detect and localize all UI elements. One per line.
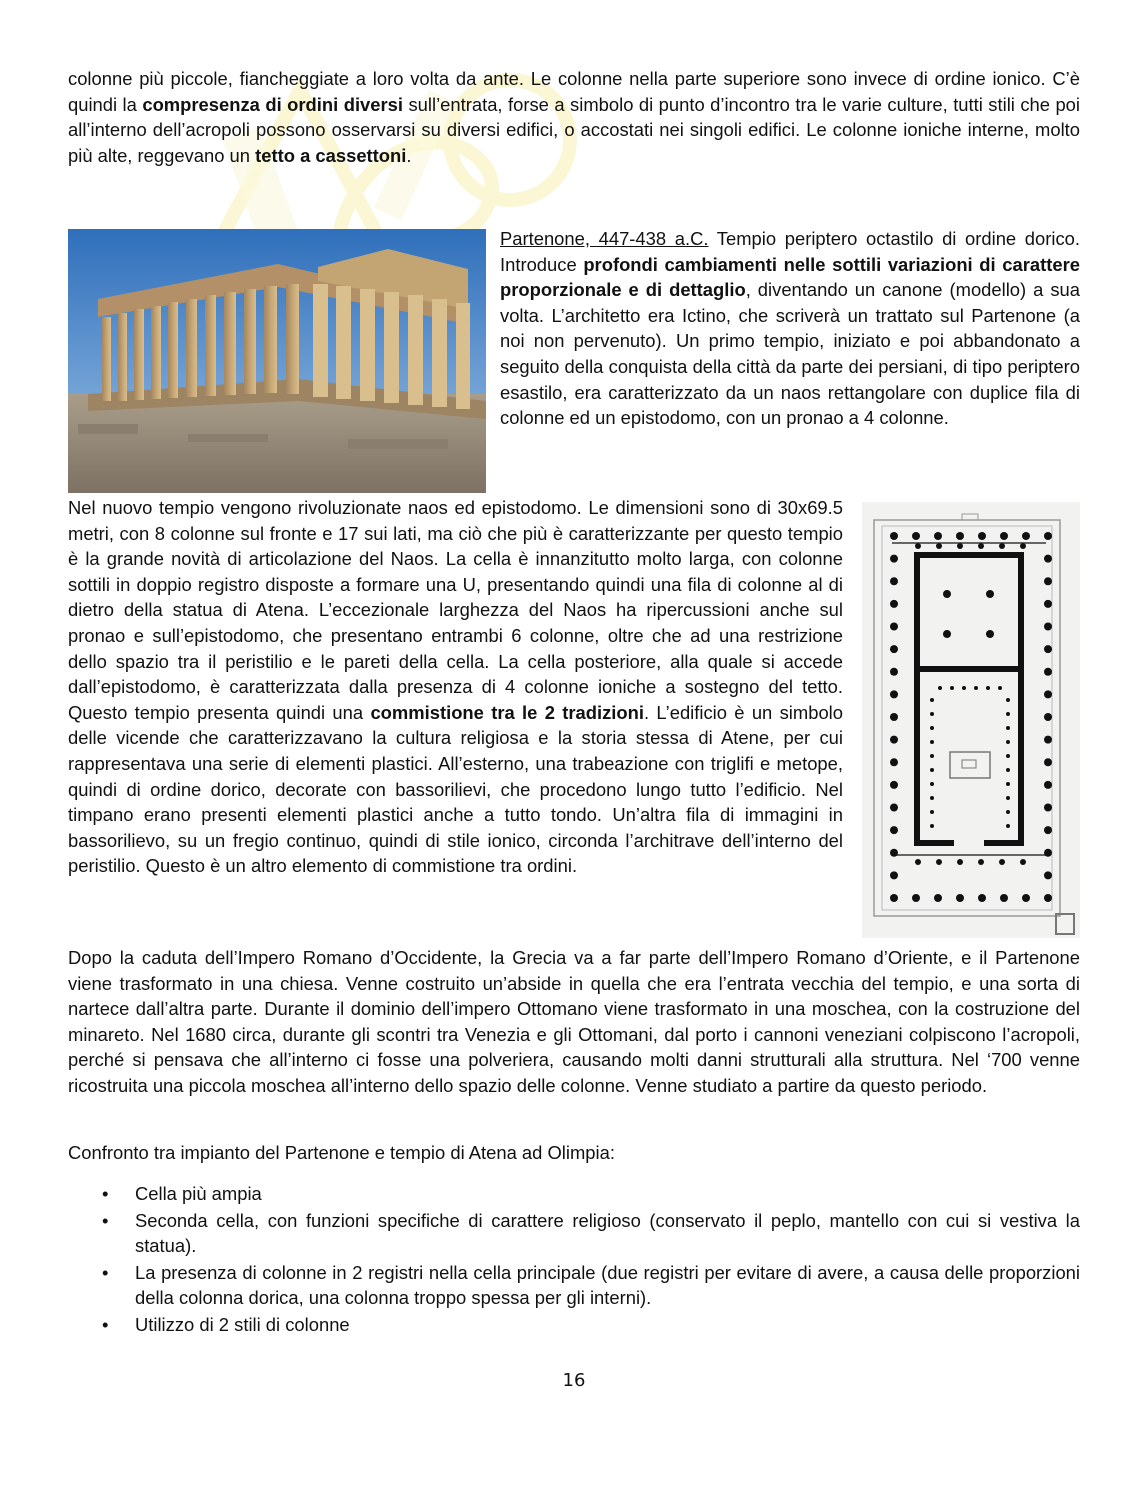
cella-column (1006, 824, 1010, 828)
pronao-column (936, 859, 942, 865)
paragraph-confronto: Confronto tra impianto del Partenone e tempio di Atena ad Olimpia: (68, 1142, 615, 1163)
text: sull’entrata, forse a simbolo di punto d’incontro tra le varie culture, tutti stili che poi all’interno dell’acropoli possono osservarsi su diversi edifici, o accostati nei singoli edifici. Le colonne ioniche interne, molto più alte, reggevano un (68, 93, 1080, 166)
plan-column (912, 532, 920, 540)
text: Tempio periptero octastilo di ordine dorico. Introduce (500, 228, 1081, 275)
cella-column (930, 740, 934, 744)
cella-column (938, 686, 942, 690)
cella-column (1006, 754, 1010, 758)
cella-column (930, 810, 934, 814)
text: . L’edificio è un simbolo delle vicende che caratterizzavano la cultura religiosa e la storia stessa di Atene, per cui rappresentava una serie di elementi plastici. All’esterno, una trabeazione con triglifi e metope, quindi di ordine dorico, decorate con bassorilievi, che procedono lungo tutto l’edificio. Nel timpano erano presenti elementi plastici anche a tutto tondo. Un’altra fila di immagini in bassorilievo, su un fregio continuo, quindi di stile ionico, circonda l’architrave dell’interno del peristilio. Questo è un altro elemento di commistione tra ordini. (68, 701, 843, 877)
cella-column (930, 698, 934, 702)
list-item (68, 1260, 1080, 1311)
plan-column (1022, 532, 1030, 540)
plan-column (890, 555, 898, 563)
cella-column (962, 686, 966, 690)
bullet-icon: • (102, 1261, 109, 1283)
pronao-column (999, 543, 1005, 549)
pronao-column (957, 543, 963, 549)
plan-column (890, 532, 898, 540)
plan-column (1044, 758, 1052, 766)
plan-column (1044, 532, 1052, 540)
plan-column (934, 532, 942, 540)
text: , diventando un canone (modello) a sua volta. L’architetto era Ictino, che scriverà un trattato sul Partenone (a noi non pervenuto). Un primo tempio, iniziato e poi abbandonato a seguito della conquista della città da parte dei persiani, di tipo periptero esastilo, era caratterizzato da un naos rettangolare con duplice fila di colonne ed un epistodomo, con un pronao a 4 colonne. (500, 279, 1080, 429)
pronao-column (915, 859, 921, 865)
cella-column (986, 686, 990, 690)
cella-column (1006, 768, 1010, 772)
plan-column (890, 713, 898, 721)
list-item (68, 1208, 1080, 1259)
plan-column (1022, 894, 1030, 902)
plan-column (956, 894, 964, 902)
plan-column (1044, 894, 1052, 902)
paragraph-propilei (68, 66, 1080, 168)
pronao-column (936, 543, 942, 549)
bold-text: compresenza di ordini diversi (142, 93, 404, 115)
plan-column (890, 826, 898, 834)
cella-column (974, 686, 978, 690)
plan-column (978, 894, 986, 902)
cella-column (930, 712, 934, 716)
plan-column (934, 894, 942, 902)
cella-column (1006, 726, 1010, 730)
pronao-column (978, 859, 984, 865)
paragraph-storia: Dopo la caduta dell’Impero Romano d’Occidente, la Grecia va a far parte dell’Impero Romano d’Oriente, e il Partenone viene trasformato in una chiesa. Venne costruito un’abside in quella che era l’entrata vecchia del tempio, e una sorta di nartece dall’altra parte. Durante il dominio dell’impero Ottomano viene trasformato in una moschea, con la costruzione del minareto. Nel 1680 circa, durante gli scontri tra Venezia e gli Ottomani, dal porto i cannoni veneziani colpiscono l’acropoli, perché si pensava che all’interno ci fosse una polveriera, causando molti danni strutturali alla struttura. Nel ‘700 venne ricostruita una piccola moschea all’interno dello spazio delle colonne. Venne studiato a partire da questo periodo. (68, 947, 1080, 1096)
plan-column (890, 804, 898, 812)
list-item (68, 1312, 1080, 1338)
list-item-text: Utilizzo di 2 stili di colonne (135, 1313, 350, 1335)
plan-column (1000, 894, 1008, 902)
plan-column (890, 781, 898, 789)
pronao-column (1020, 543, 1026, 549)
bullet-icon: • (102, 1183, 109, 1204)
bold-text: profondi cambiamenti nelle sottili variazioni di carattere proporzionale e di dettaglio (500, 253, 1080, 301)
plan-column (890, 645, 898, 653)
plan-column (1000, 532, 1008, 540)
cella-column (1006, 698, 1010, 702)
page-number: 16 (562, 1370, 586, 1391)
cella-column (930, 782, 934, 786)
plan-column (1044, 781, 1052, 789)
list-item-text: La presenza di colonne in 2 registri nella cella principale (due registri per evitare di avere, a causa delle proporzioni della colonna dorica, una colonna troppo spessa per gli interni). (135, 1261, 1080, 1309)
parthenon-photo (68, 229, 486, 493)
parthenon-floor-plan (862, 502, 1080, 938)
cella-column (930, 824, 934, 828)
text: . (406, 144, 412, 166)
plan-column (890, 849, 898, 857)
plan-column (890, 758, 898, 766)
plan-column (1044, 577, 1052, 585)
plan-column (1044, 804, 1052, 812)
plan-column (978, 532, 986, 540)
list-item-text: Seconda cella, con funzioni specifiche di carattere religioso (conservato il peplo, mantello con cui si vestiva la statua). (135, 1209, 1080, 1257)
pronao-column (1020, 859, 1026, 865)
paragraph-partenone (500, 226, 1080, 431)
cella-column (1006, 810, 1010, 814)
cella-column (1006, 782, 1010, 786)
bullet-icon: • (102, 1209, 109, 1231)
bold-text: tetto a cassettoni (255, 144, 407, 166)
pronao-column (957, 859, 963, 865)
pronao-column (978, 543, 984, 549)
plan-column (890, 894, 898, 902)
plan-column (1044, 645, 1052, 653)
plan-column (1044, 871, 1052, 879)
cella-column (998, 686, 1002, 690)
cella-column (930, 726, 934, 730)
list-item (68, 1181, 1080, 1207)
plan-column (1044, 849, 1052, 857)
text: colonne più piccole, fiancheggiate a loro volta da ante. Le colonne nella parte superiore sono invece di ordine ionico. C’è quindi la (68, 68, 1080, 115)
plan-column (890, 577, 898, 585)
plan-column (1044, 555, 1052, 563)
cella-column (930, 754, 934, 758)
cella-column (1006, 740, 1010, 744)
plan-column (890, 736, 898, 744)
section-title: Partenone, 447-438 a.C. (500, 228, 709, 249)
plan-column (1044, 826, 1052, 834)
text: Nel nuovo tempio vengono rivoluzionate naos ed epistodomo. Le dimensioni sono di 30x69.5 metri, con 8 colonne sul fronte e 17 sui lati, ma ciò che più è caratterizzante per questo tempio è la grande novità di articolazione del Naos. La cella è innanzitutto molto larga, con colonne sottili in doppio registro disposte a formare una U, presentando quindi una fila di colonne al di dietro della statua di Atena. L’eccezionale larghezza del Naos ha ripercussioni anche sul pronao e sull’epistodomo, che presentano entrambi 6 colonne, oltre che ad una restrizione dello spazio tra il peristilio e le pareti della cella. La cella posteriore, alla quale si accede dall’epistodomo, è caratterizzata dalla presenza di 4 colonne ioniche a sostegno del tetto. Questo tempio presenta quindi una (68, 497, 843, 723)
paragraph-nuovo-tempio (68, 495, 843, 879)
plan-column (956, 532, 964, 540)
plan-column (1044, 713, 1052, 721)
plan-column (1044, 736, 1052, 744)
plan-column (1044, 690, 1052, 698)
cella-column (1006, 712, 1010, 716)
plan-column (890, 600, 898, 608)
plan-column (890, 690, 898, 698)
pronao-column (915, 543, 921, 549)
plan-column (1044, 623, 1052, 631)
bold-text: commistione tra le 2 tradizioni (370, 701, 644, 723)
plan-column (890, 871, 898, 879)
list-item-text: Cella più ampia (135, 1183, 262, 1204)
plan-column (1044, 668, 1052, 676)
cella-column (930, 796, 934, 800)
pronao-column (999, 859, 1005, 865)
comparison-list (68, 1181, 1080, 1339)
cella-column (950, 686, 954, 690)
cella-column (930, 768, 934, 772)
bullet-icon: • (102, 1313, 109, 1335)
plan-column (890, 623, 898, 631)
plan-column (890, 668, 898, 676)
plan-column (912, 894, 920, 902)
plan-column (1044, 600, 1052, 608)
cella-column (1006, 796, 1010, 800)
